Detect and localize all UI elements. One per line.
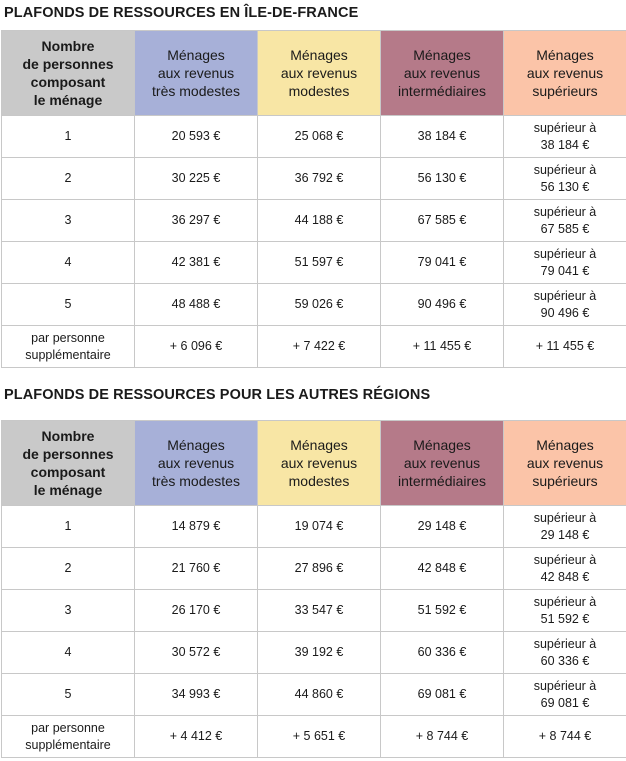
cell-text-line: de personnes — [22, 56, 114, 72]
cell-text-line: très modestes — [152, 473, 240, 489]
cell-intermediate: 79 041 € — [381, 242, 504, 284]
cell-household-size — [2, 116, 135, 158]
cell-text-line: intermédiaires — [398, 473, 486, 489]
cell-text-line: 60 336 € — [540, 653, 590, 668]
cell-text-line: 4 — [64, 255, 72, 269]
cell-modest: 27 896 € — [258, 548, 381, 590]
cell-household-size — [2, 326, 135, 368]
cell-household-size — [2, 590, 135, 632]
cell-superior — [504, 158, 626, 200]
cell-intermediate: 69 081 € — [381, 674, 504, 716]
cell-very-modest: 48 488 € — [135, 284, 258, 326]
cell-text-line: 3 — [64, 213, 72, 227]
cell-very-modest: 20 593 € — [135, 116, 258, 158]
cell-text-line: Ménages — [413, 47, 471, 63]
cell-text-line: composant — [30, 74, 106, 90]
cell-intermediate: 56 130 € — [381, 158, 504, 200]
table-row — [2, 674, 626, 716]
cell-text-line: 38 184 € — [540, 137, 590, 152]
cell-text-line: supérieur à — [533, 678, 597, 693]
cell-text-line: 5 — [64, 297, 72, 311]
cell-modest: + 7 422 € — [258, 326, 381, 368]
cell-intermediate: + 11 455 € — [381, 326, 504, 368]
cell-modest: 59 026 € — [258, 284, 381, 326]
cell-very-modest: 34 993 € — [135, 674, 258, 716]
cell-text-line: aux revenus — [526, 455, 604, 471]
header-superior-income — [504, 31, 626, 116]
cell-modest: 19 074 € — [258, 506, 381, 548]
cell-text-line: aux revenus — [157, 65, 235, 81]
cell-superior — [504, 200, 626, 242]
cell-text-line: Ménages — [536, 47, 594, 63]
cell-text-line: Nombre — [41, 428, 95, 444]
cell-modest: 51 597 € — [258, 242, 381, 284]
cell-very-modest: + 4 412 € — [135, 716, 258, 758]
cell-superior — [504, 284, 626, 326]
header-intermediate-income — [381, 31, 504, 116]
cell-text-line: 90 496 € — [540, 305, 590, 320]
cell-text-line: 2 — [64, 561, 72, 575]
cell-text-line: supplémentaire — [25, 737, 111, 752]
cell-text-line: 67 585 € — [540, 221, 590, 236]
table-row — [2, 116, 626, 158]
table-row — [2, 716, 626, 758]
cell-text-line: Ménages — [290, 47, 348, 63]
income-ceiling-table-other-regions — [1, 420, 626, 758]
header-household-size — [2, 421, 135, 506]
cell-text-line: 1 — [64, 129, 72, 143]
cell-text-line: 3 — [64, 603, 72, 617]
cell-text-line: supérieur à — [533, 552, 597, 567]
cell-text-line: supérieur à — [533, 510, 597, 525]
cell-text-line: 4 — [64, 645, 72, 659]
table-row — [2, 158, 626, 200]
cell-superior — [504, 326, 626, 368]
cell-very-modest: 36 297 € — [135, 200, 258, 242]
cell-text-line: 56 130 € — [540, 179, 590, 194]
table-header-row — [2, 31, 626, 116]
cell-text-line: modestes — [288, 83, 350, 99]
cell-intermediate: 67 585 € — [381, 200, 504, 242]
cell-text-line: le ménage — [33, 92, 103, 108]
cell-modest: 36 792 € — [258, 158, 381, 200]
table-row — [2, 506, 626, 548]
cell-text-line: supérieur à — [533, 120, 597, 135]
cell-modest: 44 860 € — [258, 674, 381, 716]
cell-household-size — [2, 284, 135, 326]
cell-text-line: aux revenus — [526, 65, 604, 81]
cell-text-line: modestes — [288, 473, 350, 489]
cell-text-line: 79 041 € — [540, 263, 590, 278]
cell-text-line: 29 148 € — [540, 527, 590, 542]
table-row — [2, 284, 626, 326]
cell-modest: 25 068 € — [258, 116, 381, 158]
cell-text-line: supérieurs — [532, 473, 598, 489]
cell-household-size — [2, 632, 135, 674]
cell-household-size — [2, 506, 135, 548]
cell-very-modest: 21 760 € — [135, 548, 258, 590]
cell-very-modest: 42 381 € — [135, 242, 258, 284]
cell-household-size — [2, 200, 135, 242]
table-row — [2, 326, 626, 368]
cell-intermediate: 90 496 € — [381, 284, 504, 326]
cell-superior — [504, 116, 626, 158]
cell-superior — [504, 506, 626, 548]
cell-text-line: supérieur à — [533, 162, 597, 177]
cell-text-line: supérieur à — [533, 636, 597, 651]
table-row — [2, 200, 626, 242]
header-very-modest-income — [135, 421, 258, 506]
cell-text-line: + 11 455 € — [535, 339, 595, 353]
section-title-other-regions: PLAFONDS DE RESSOURCES POUR LES AUTRES RÉGIONS — [4, 387, 431, 403]
cell-modest: 44 188 € — [258, 200, 381, 242]
cell-text-line: 69 081 € — [540, 695, 590, 710]
cell-superior — [504, 590, 626, 632]
section-title-ile-de-france: PLAFONDS DE RESSOURCES EN ÎLE-DE-FRANCE — [4, 5, 359, 21]
cell-superior — [504, 548, 626, 590]
cell-superior — [504, 242, 626, 284]
cell-intermediate: 42 848 € — [381, 548, 504, 590]
cell-text-line: 51 592 € — [540, 611, 590, 626]
cell-household-size — [2, 716, 135, 758]
cell-superior — [504, 674, 626, 716]
cell-text-line: de personnes — [22, 446, 114, 462]
cell-text-line: supérieur à — [533, 594, 597, 609]
cell-very-modest: 30 572 € — [135, 632, 258, 674]
cell-intermediate: 60 336 € — [381, 632, 504, 674]
cell-text-line: Nombre — [41, 38, 95, 54]
cell-text-line: 1 — [64, 519, 72, 533]
cell-superior — [504, 632, 626, 674]
cell-text-line: supérieur à — [533, 288, 597, 303]
cell-household-size — [2, 674, 135, 716]
cell-text-line: très modestes — [152, 83, 240, 99]
cell-text-line: par personne — [31, 330, 105, 345]
cell-very-modest: 26 170 € — [135, 590, 258, 632]
cell-very-modest: 30 225 € — [135, 158, 258, 200]
cell-text-line: Ménages — [167, 47, 225, 63]
header-superior-income — [504, 421, 626, 506]
table-header-row — [2, 421, 626, 506]
cell-intermediate: 38 184 € — [381, 116, 504, 158]
header-household-size — [2, 31, 135, 116]
cell-text-line: composant — [30, 464, 106, 480]
income-ceiling-table-ile-de-france — [1, 30, 626, 368]
cell-text-line: 42 848 € — [540, 569, 590, 584]
cell-text-line: Ménages — [536, 437, 594, 453]
cell-modest: + 5 651 € — [258, 716, 381, 758]
cell-intermediate: 51 592 € — [381, 590, 504, 632]
header-modest-income — [258, 31, 381, 116]
header-very-modest-income — [135, 31, 258, 116]
cell-text-line: aux revenus — [280, 455, 358, 471]
cell-text-line: supérieurs — [532, 83, 598, 99]
cell-text-line: intermédiaires — [398, 83, 486, 99]
cell-very-modest: 14 879 € — [135, 506, 258, 548]
cell-household-size — [2, 158, 135, 200]
header-modest-income — [258, 421, 381, 506]
cell-text-line: Ménages — [290, 437, 348, 453]
cell-text-line: par personne — [31, 720, 105, 735]
table-row — [2, 242, 626, 284]
cell-text-line: Ménages — [413, 437, 471, 453]
cell-text-line: 2 — [64, 171, 72, 185]
cell-text-line: supérieur à — [533, 246, 597, 261]
cell-very-modest: + 6 096 € — [135, 326, 258, 368]
cell-text-line: aux revenus — [403, 455, 481, 471]
cell-text-line: aux revenus — [280, 65, 358, 81]
cell-household-size — [2, 242, 135, 284]
cell-text-line: supplémentaire — [25, 347, 111, 362]
cell-superior — [504, 716, 626, 758]
table-row — [2, 590, 626, 632]
cell-text-line: 5 — [64, 687, 72, 701]
cell-text-line: Ménages — [167, 437, 225, 453]
table-row — [2, 548, 626, 590]
cell-intermediate: + 8 744 € — [381, 716, 504, 758]
cell-modest: 33 547 € — [258, 590, 381, 632]
cell-intermediate: 29 148 € — [381, 506, 504, 548]
cell-text-line: aux revenus — [403, 65, 481, 81]
cell-modest: 39 192 € — [258, 632, 381, 674]
cell-text-line: + 8 744 € — [538, 729, 592, 743]
cell-text-line: le ménage — [33, 482, 103, 498]
header-intermediate-income — [381, 421, 504, 506]
cell-household-size — [2, 548, 135, 590]
cell-text-line: supérieur à — [533, 204, 597, 219]
cell-text-line: aux revenus — [157, 455, 235, 471]
table-row — [2, 632, 626, 674]
